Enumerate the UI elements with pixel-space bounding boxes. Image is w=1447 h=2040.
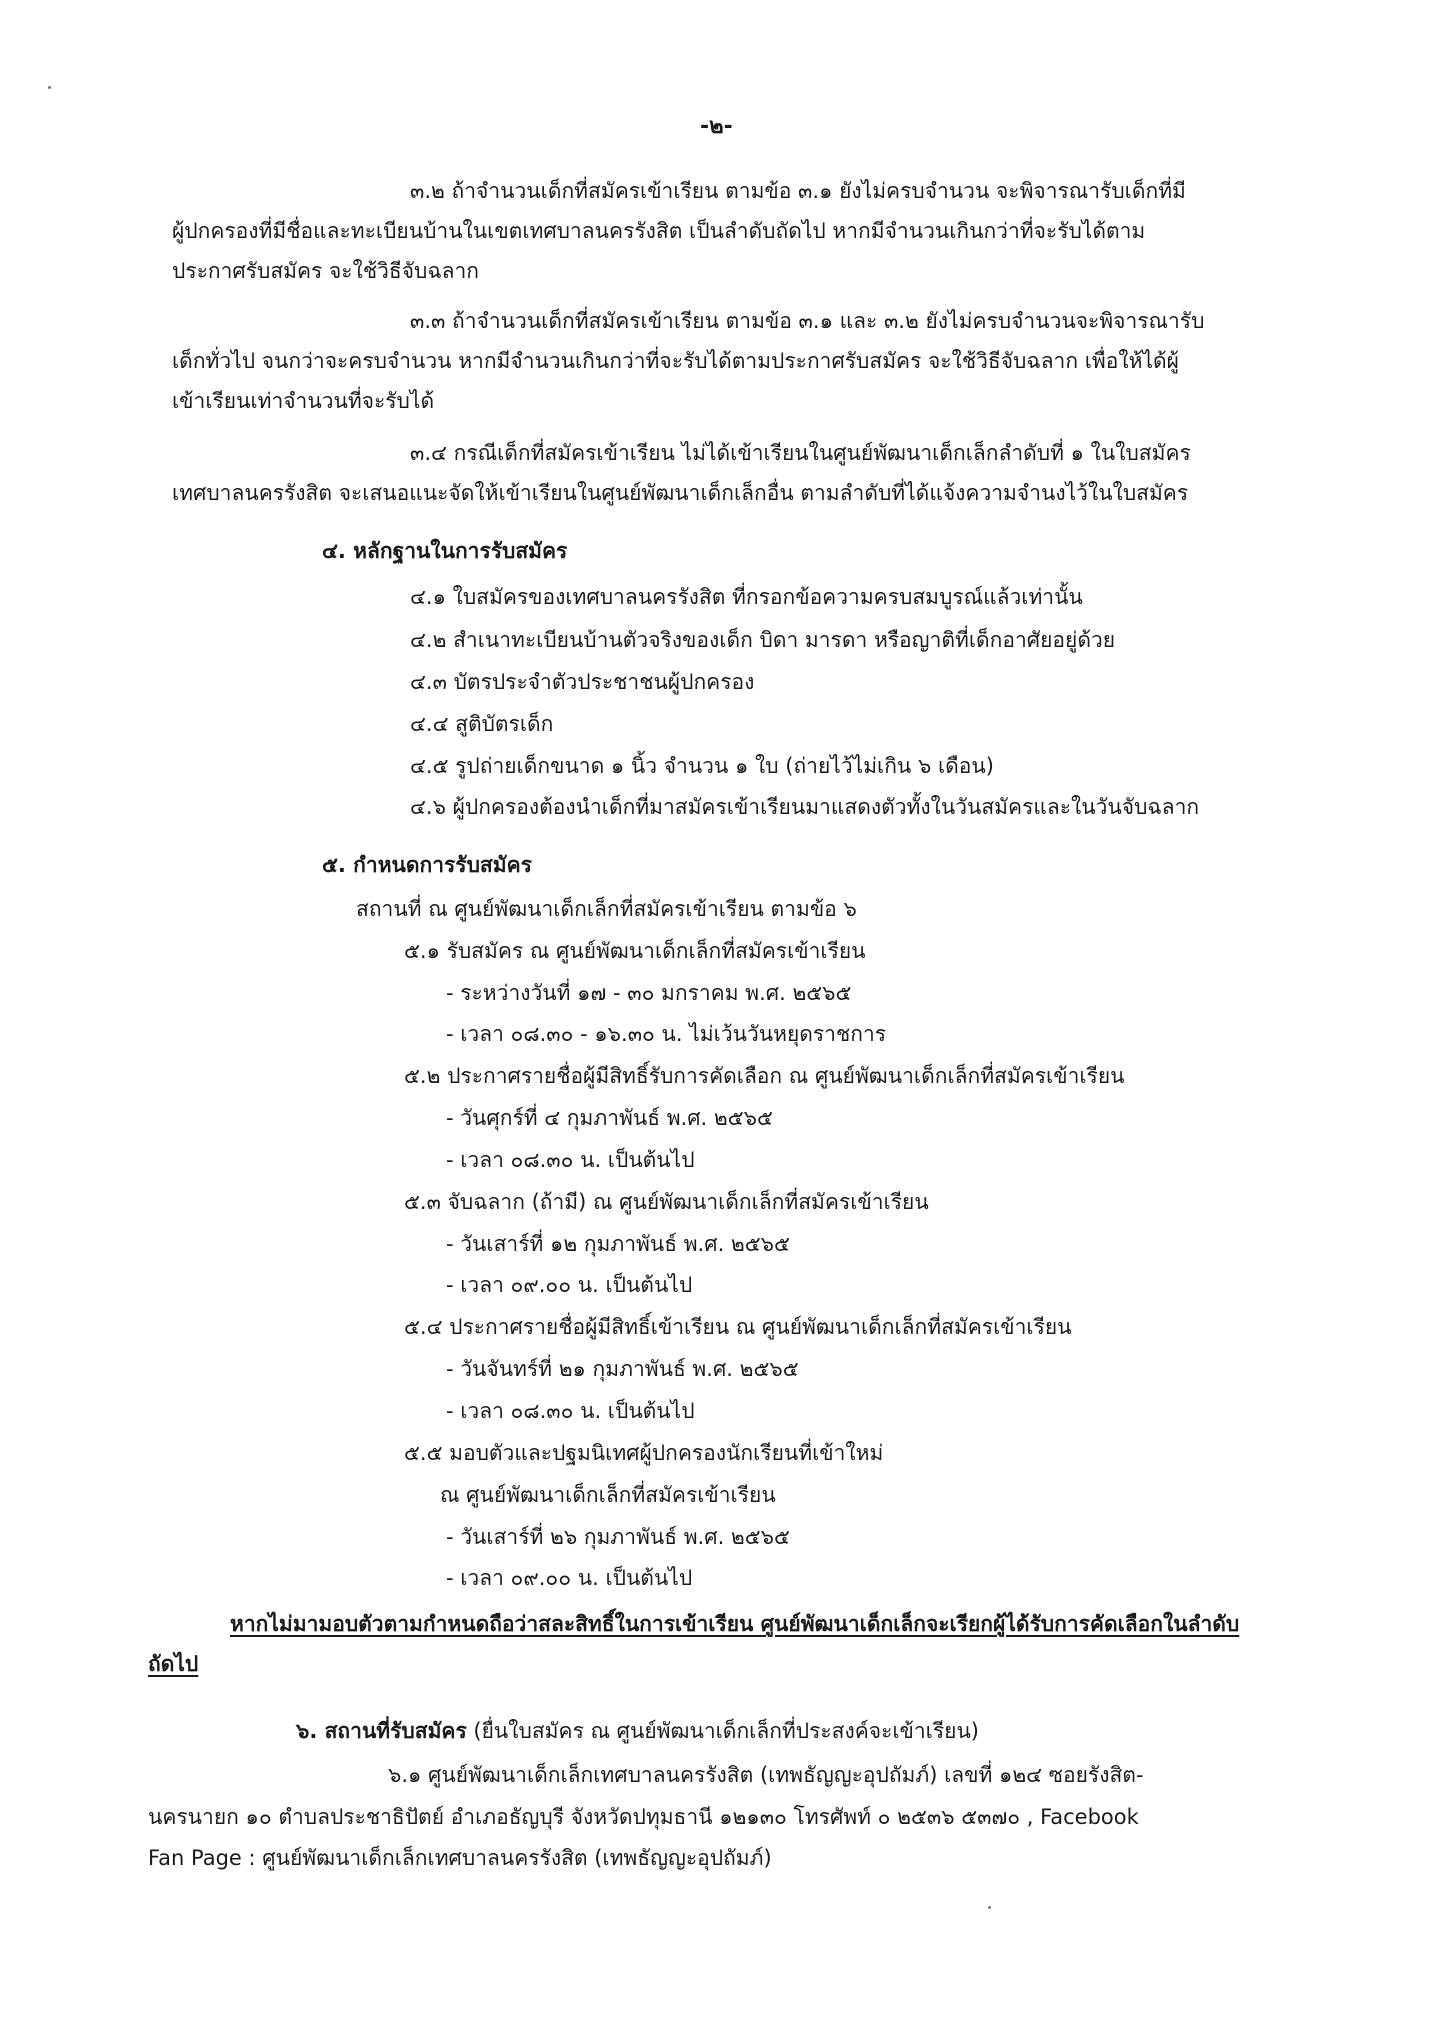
section-4-heading: ๔. หลักฐานในการรับสมัคร	[322, 539, 568, 563]
item-4-2: ๔.๒ สำเนาทะเบียนบ้านตัวจริงของเด็ก บิดา มารดา หรือญาติที่เด็กอาศัยอยู่ด้วย	[410, 628, 1116, 652]
para-6-1-line-2: นครนายก ๑๐ ตำบลประชาธิปัตย์ อำเภอธัญบุรี จังหวัดปทุมธานี ๑๒๑๓๐ โทรศัพท์ ๐ ๒๕๓๖ ๕๓๗๐ , Facebook	[148, 1805, 1139, 1829]
item-4-6: ๔.๖ ผู้ปกครองต้องนำเด็กที่มาสมัครเข้าเรียนมาแสดงตัวทั้งในวันสมัครและในวันจับฉลาก	[410, 795, 1200, 819]
para-3-4-line-2: เทศบาลนครรังสิต จะเสนอแนะจัดให้เข้าเรียนในศูนย์พัฒนาเด็กเล็กอื่น ตามลำดับที่ได้แจ้งความจำนงไว้ในใบสมัคร	[172, 481, 1189, 505]
item-5-2-date: - วันศุกร์ที่ ๔ กุมภาพันธ์ พ.ศ. ๒๕๖๕	[446, 1106, 773, 1130]
item-4-3: ๔.๓ บัตรประจำตัวประชาชนผู้ปกครอง	[410, 670, 755, 694]
item-5-5-date: - วันเสาร์ที่ ๒๖ กุมภาพันธ์ พ.ศ. ๒๕๖๕	[446, 1525, 790, 1549]
item-5-1-date: - ระหว่างวันที่ ๑๗ - ๓๐ มกราคม พ.ศ. ๒๕๖๕	[446, 981, 852, 1005]
item-5-5: ๕.๕ มอบตัวและปฐมนิเทศผู้ปกครองนักเรียนที่เข้าใหม่	[404, 1441, 884, 1465]
item-5-3: ๕.๓ จับฉลาก (ถ้ามี) ณ ศูนย์พัฒนาเด็กเล็กที่สมัครเข้าเรียน	[404, 1190, 929, 1214]
forfeit-warning-line-2: ถัดไป	[148, 1652, 199, 1676]
item-5-1: ๕.๑ รับสมัคร ณ ศูนย์พัฒนาเด็กเล็กที่สมัครเข้าเรียน	[404, 939, 866, 963]
section-6-title: ๖. สถานที่รับสมัคร	[296, 1719, 467, 1743]
forfeit-warning-line-1: หากไม่มามอบตัวตามกำหนดถือว่าสละสิทธิ์ในการเข้าเรียน ศูนย์พัฒนาเด็กเล็กจะเรียกผู้ได้รับการคัดเลือกในลำดับ	[230, 1612, 1240, 1636]
item-5-2-time: - เวลา ๐๘.๓๐ น. เป็นต้นไป	[446, 1148, 695, 1172]
section-5-heading: ๕. กำหนดการรับสมัคร	[322, 853, 532, 877]
item-5-3-date: - วันเสาร์ที่ ๑๒ กุมภาพันธ์ พ.ศ. ๒๕๖๕	[446, 1232, 790, 1256]
scan-speck	[988, 1906, 991, 1909]
para-3-2-line-1: ๓.๒ ถ้าจำนวนเด็กที่สมัครเข้าเรียน ตามข้อ ๓.๑ ยังไม่ครบจำนวน จะพิจารณารับเด็กที่มี	[410, 179, 1186, 203]
item-5-2: ๕.๒ ประกาศรายชื่อผู้มีสิทธิ์รับการคัดเลือก ณ ศูนย์พัฒนาเด็กเล็กที่สมัครเข้าเรียน	[404, 1064, 1125, 1088]
item-5-5-time: - เวลา ๐๙.๐๐ น. เป็นต้นไป	[446, 1566, 693, 1590]
item-5-3-time: - เวลา ๐๙.๐๐ น. เป็นต้นไป	[446, 1273, 693, 1297]
section-6-heading	[296, 1716, 979, 1746]
section-5-place: สถานที่ ณ ศูนย์พัฒนาเด็กเล็กที่สมัครเข้าเรียน ตามข้อ ๖	[356, 897, 857, 921]
page-number: -๒-	[700, 114, 733, 139]
item-5-4-time: - เวลา ๐๘.๓๐ น. เป็นต้นไป	[446, 1399, 695, 1423]
item-5-4-date: - วันจันทร์ที่ ๒๑ กุมภาพันธ์ พ.ศ. ๒๕๖๕	[446, 1357, 799, 1381]
para-3-3-line-2: เด็กทั่วไป จนกว่าจะครบจำนวน หากมีจำนวนเกินกว่าที่จะรับได้ตามประกาศรับสมัคร จะใช้วิธีจับฉลาก เพื่อให้ได้ผู้	[172, 349, 1179, 373]
item-5-4: ๕.๔ ประกาศรายชื่อผู้มีสิทธิ์เข้าเรียน ณ ศูนย์พัฒนาเด็กเล็กที่สมัครเข้าเรียน	[404, 1315, 1072, 1339]
para-3-2-line-2: ผู้ปกครองที่มีชื่อและทะเบียนบ้านในเขตเทศบาลนครรังสิต เป็นลำดับถัดไป หากมีจำนวนเกินกว่าที่จะรับได้ตาม	[172, 219, 1146, 243]
para-3-3-line-3: เข้าเรียนเท่าจำนวนที่จะรับได้	[172, 389, 435, 413]
para-6-1-line-1: ๖.๑ ศูนย์พัฒนาเด็กเล็กเทศบาลนครรังสิต (เทพธัญญะอุปถัมภ์) เลขที่ ๑๒๔ ซอยรังสิต-	[388, 1763, 1144, 1787]
item-5-1-time: - เวลา ๐๘.๓๐ - ๑๖.๓๐ น. ไม่เว้นวันหยุดราชการ	[446, 1022, 887, 1046]
para-3-2-line-3: ประกาศรับสมัคร จะใช้วิธีจับฉลาก	[172, 259, 480, 283]
para-3-3-line-1: ๓.๓ ถ้าจำนวนเด็กที่สมัครเข้าเรียน ตามข้อ ๓.๑ และ ๓.๒ ยังไม่ครบจำนวนจะพิจารณารับ	[410, 309, 1205, 333]
item-4-4: ๔.๔ สูติบัตรเด็ก	[410, 712, 554, 736]
item-5-5-place: ณ ศูนย์พัฒนาเด็กเล็กที่สมัครเข้าเรียน	[440, 1483, 776, 1507]
para-6-1-line-3: Fan Page : ศูนย์พัฒนาเด็กเล็กเทศบาลนครรังสิต (เทพธัญญะอุปถัมภ์)	[148, 1846, 772, 1870]
item-4-1: ๔.๑ ใบสมัครของเทศบาลนครรังสิต ที่กรอกข้อความครบสมบูรณ์แล้วเท่านั้น	[410, 585, 1083, 609]
item-4-5: ๔.๕ รูปถ่ายเด็กขนาด ๑ นิ้ว จำนวน ๑ ใบ (ถ่ายไว้ไม่เกิน ๖ เดือน)	[410, 754, 994, 778]
section-6-note: (ยื่นใบสมัคร ณ ศูนย์พัฒนาเด็กเล็กที่ประสงค์จะเข้าเรียน)	[466, 1719, 979, 1743]
para-3-4-line-1: ๓.๔ กรณีเด็กที่สมัครเข้าเรียน ไม่ได้เข้าเรียนในศูนย์พัฒนาเด็กเล็กลำดับที่ ๑ ในใบสมัคร	[410, 441, 1191, 465]
scan-speck	[48, 86, 51, 89]
